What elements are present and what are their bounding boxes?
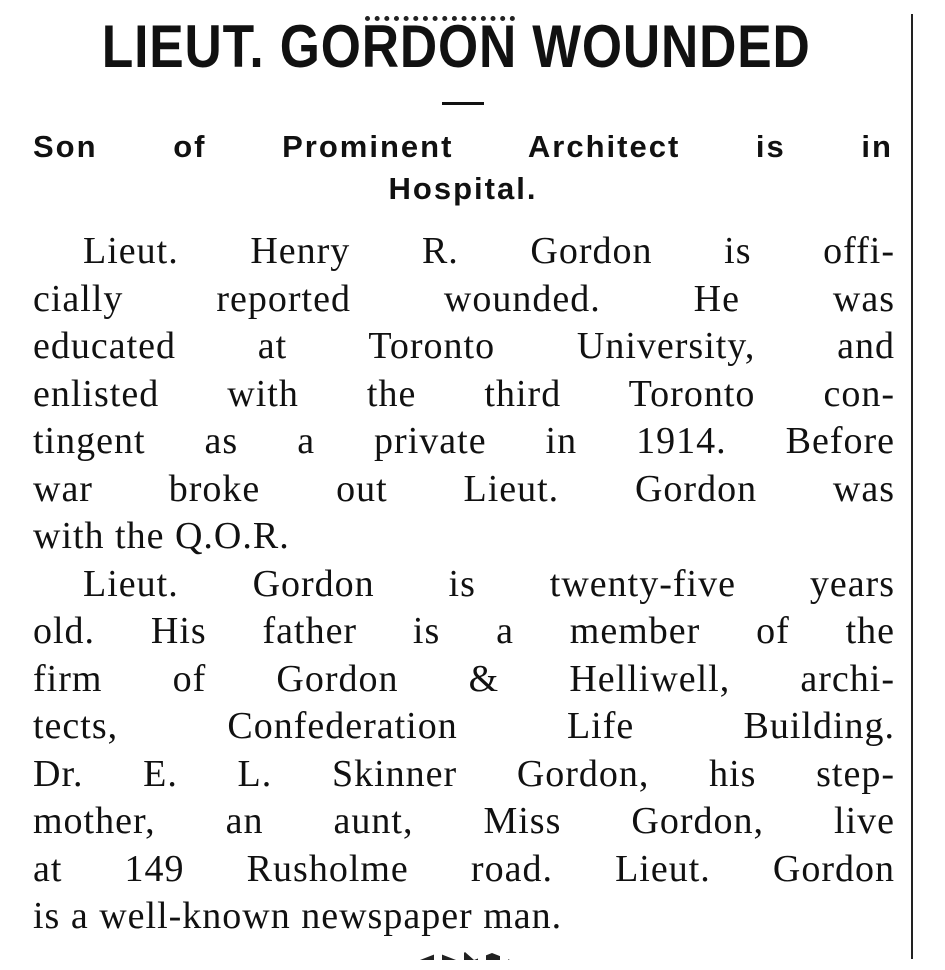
body-line: with the Q.O.R. (33, 515, 290, 557)
body-line: is a well-known newspaper man. (33, 895, 563, 937)
body-line: at 149 Rusholme road. Lieut. Gordon (33, 847, 895, 890)
body-line: tects, Confederation Life Building. (33, 705, 895, 747)
article-body (33, 228, 895, 941)
body-line: cially reported wounded. He was (33, 277, 895, 320)
body-line: mother, an aunt, Miss Gordon, live (33, 800, 895, 842)
body-line: Lieut. Henry R. Gordon is offi- (83, 230, 895, 272)
headline-text: LIEUT. GORDON WOUNDED (101, 13, 811, 80)
divider-dash (442, 102, 484, 105)
subhead-line-1: Son of Prominent Architect is in (33, 129, 893, 164)
body-line: Dr. E. L. Skinner Gordon, his step- (33, 752, 895, 795)
body-line: tingent as a private in 1914. Before (33, 420, 895, 462)
body-line: old. His father is a member of the (33, 610, 895, 652)
body-line: Lieut. Gordon is twenty-five years (83, 562, 895, 605)
body-line: educated at Toronto University, and (33, 325, 895, 367)
headline (0, 14, 912, 80)
subhead-line-2: Hospital. (388, 171, 538, 206)
body-line: war broke out Lieut. Gordon was (33, 467, 895, 510)
bottom-ornament (420, 950, 510, 960)
column-rule (911, 14, 913, 959)
subheadline (33, 126, 893, 210)
body-line: firm of Gordon & Helliwell, archi- (33, 657, 895, 700)
body-line: enlisted with the third Toronto con- (33, 372, 895, 415)
